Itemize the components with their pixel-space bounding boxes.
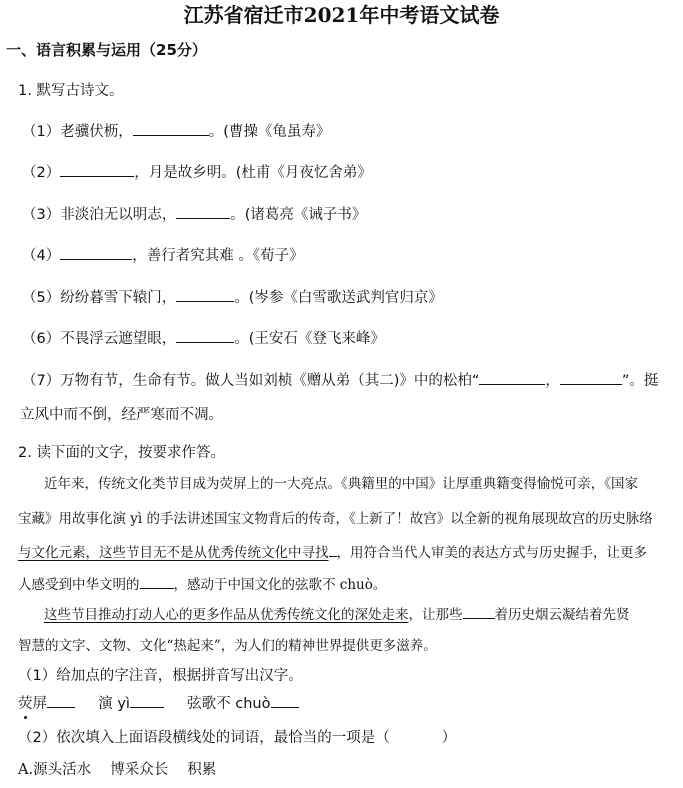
- question-1-stem: 1. 默写古诗文。: [18, 83, 124, 99]
- answer-blank[interactable]: [60, 162, 134, 177]
- section-heading: 一、语言积累与运用（25分）: [6, 41, 207, 59]
- answer-blank[interactable]: [130, 693, 164, 708]
- passage-line: 近年来，传统文化类节目成为荧屏上的一大亮点。《典籍里的中国》让厚重典籍变得愉悦可亲，《国家: [44, 476, 638, 492]
- answer-blank[interactable]: [329, 542, 337, 557]
- sub-question-1: （1）给加点的字注音，根据拼音写出汉字。: [18, 668, 303, 684]
- answer-blank[interactable]: [560, 370, 622, 385]
- answer-blank[interactable]: [47, 693, 75, 708]
- q1-item-1: （1）老骥伏枥， 。(曹操《龟虽寿》: [22, 121, 330, 142]
- passage-line: 人感受到中华文明的 ，感动于中国文化的弦歌不 chuò。: [18, 574, 386, 595]
- passage-line: 与文化元素，这些节目无不是从优秀传统文化中寻找 ，用符合当代人审美的表达方式与历史握手，让更多: [18, 542, 647, 563]
- sub-question-1-answers: 荧屏 演 yì 弦歌不 chuò: [18, 693, 299, 714]
- q1-item-7: （7）万物有节，生命有节。做人当如刘桢《赠从弟（其二)》中的松柏“ ， ”。挺: [22, 370, 658, 391]
- question-2-stem: 2. 读下面的文字，按要求作答。: [18, 445, 225, 461]
- passage-line: 这些节目推动打动人心的更多作品从优秀传统文化的深处走来，让那些 着历史烟云凝结着先贤: [44, 604, 630, 625]
- answer-blank[interactable]: [60, 245, 132, 260]
- sub-question-2: （2）依次填入上面语段横线处的词语，最恰当的一项是（ ）: [18, 730, 457, 746]
- q1-item-5: （5）纷纷暮雪下辕门， 。(岑参《白雪歌送武判官归京》: [22, 287, 443, 308]
- option-a: A.源头活水 博采众长 积累: [18, 762, 217, 778]
- q1-item-2: （2） ，月是故乡明。(杜甫《月夜忆舍弟》: [22, 162, 372, 183]
- answer-blank[interactable]: [176, 287, 234, 302]
- q1-item-4: （4） ，善行者究其难 。《荀子》: [22, 245, 304, 266]
- page-title: 江苏省宿迁市2021年中考语文试卷: [183, 3, 500, 27]
- answer-blank[interactable]: [133, 121, 209, 136]
- answer-blank[interactable]: [140, 574, 174, 589]
- passage-line: 智慧的文字、文物、文化“热起来”，为人们的精神世界提供更多滋养。: [18, 638, 437, 654]
- q1-item-3: （3）非淡泊无以明志， 。(诸葛亮《诫子书》: [22, 204, 366, 225]
- answer-blank[interactable]: [463, 604, 495, 619]
- answer-blank[interactable]: [271, 693, 299, 708]
- q1-item-7-continued: 立风中而不倒，经严寒而不凋。: [20, 407, 223, 423]
- answer-blank[interactable]: [479, 370, 545, 385]
- passage-line: 宝藏》用故事化演 yì 的手法讲述国宝文物背后的传奇，《上新了！故宫》以全新的视角展现故宫的历史脉络: [18, 511, 653, 527]
- q1-item-6: （6）不畏浮云遮望眼， 。(王安石《登飞来峰》: [22, 328, 385, 349]
- answer-blank[interactable]: [176, 328, 234, 343]
- answer-blank[interactable]: [176, 204, 230, 219]
